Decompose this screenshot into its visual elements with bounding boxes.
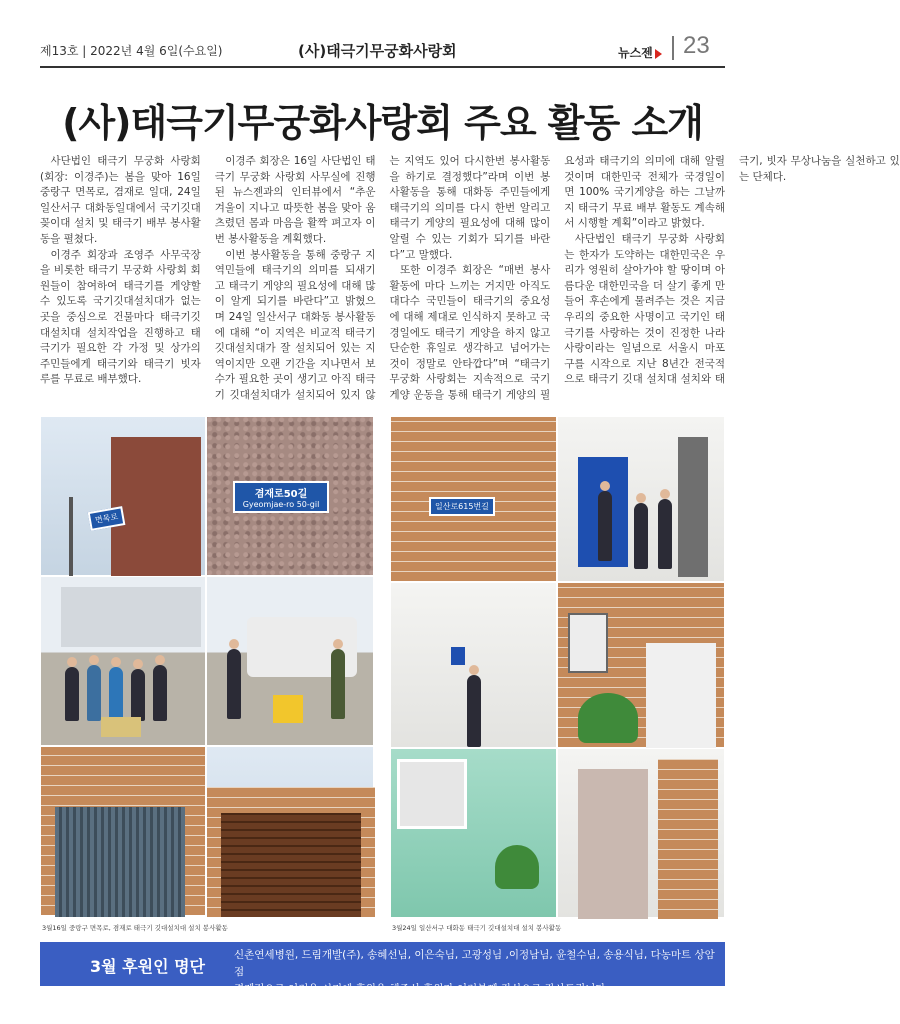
- page-header: [0, 0, 765, 72]
- sponsor-banner: [40, 942, 725, 995]
- page-number: 23: [683, 32, 710, 59]
- brand-name: 뉴스젠: [618, 46, 653, 60]
- article-paragraph: 사단법인 태극기 무궁화 사랑회(회장: 이경주)는 봄을 맞아 16일 중랑구 면목로, 겸재로 일대, 24일 일산서구 대화동일대에서 국기깃대꽂이대 설치 및 태극기 배부 봉사활동을 펼쳤다.: [40, 155, 201, 245]
- address-plate-main: 겸재로50길: [254, 489, 308, 500]
- photo-house-window: [557, 582, 725, 748]
- address-plate-sign: [233, 481, 329, 513]
- sponsor-names: 신촌연세병원, 드림개발(주), 송혜선님, 이은숙님, 고광성님 ,이정남님, 윤철수님, 송용식님, 다농마트 상암점: [234, 949, 715, 978]
- photo-install-bracket: [390, 582, 557, 748]
- photo-collage: [40, 416, 725, 936]
- article-title: (사)태극기무궁화사랑회 주요 활동 소개: [62, 101, 703, 145]
- article-paragraph: 이번 봉사활동을 통해 중랑구 지역민들에 태극기의 의미를 되새기고 태극기 게양의 필요성에 대해 많이 알게 되기를 바란다”고 밝혔으며 24일 일산서구 대화동 봉사활동에 대해 “이 지역은 비교적 태극기깃대설치대가 잘 설치되어 있는 지역이지만 오랜 기간을 지나면서 보수가 필요한 곳이 생기고 아직 태극기 깃대설치대가 설치되어 있지 않는 지역도 있어 다시한번 봉사활동을 하기로 결정했다”라며 이번 봉사활동을 통해 대화동 주민들에게 태극기의 의미를 다시 한번 알리고 태극기 게양의 필요성에 대해 많이 알릴 수 있는 기회가 되기를 바란다”고 말했다.: [214, 155, 551, 401]
- article-paragraph: 이경주 회장과 조영주 사무국장을 비롯한 태극기 무궁화 사랑회 회원들이 참여하여 태극기를 게양할 수 있도록 국기깃대설치대가 없는 곳을 중심으로 건물마다 태극기깃대설치대 설치작업을 진행하고 태극기가 필요한 각 가정 및 상가의 주민들에게 태극기와 태극기 빗자루를 무료로 배부했다.: [40, 248, 201, 386]
- photo-car-trunk: [206, 576, 374, 746]
- issue-info: 제13호 | 2022년 4월 6일(수요일): [40, 44, 223, 58]
- article-body: [40, 154, 900, 406]
- section-org-name: (사)태극기무궁화사랑회: [298, 42, 457, 60]
- photo-caption-left: 3월16일 중랑구 면목로, 겸재로 태극기 깃대설치대 설치 봉사활동: [42, 924, 228, 932]
- article-paragraph: 사단법인 태극기 무궁화 사랑회는 한자가 도약하는 대한민국은 우리가 영원히 살아가야 할 땅이며 아름다운 대한민국을 더 살기 좋게 만들어 후손에게 물려주는 것은 지금 우리의 중요한 사명이고 국기인 태극기를 사랑하는 것이 진정한 나라사랑이라는 일념으로 서울시 마포구를 시작으로 지난 8년간 전국적으로 태극기 깃대 설치대 설치와 태극기, 빗자 무상나눔을 실천하고 있는 단체다.: [564, 155, 900, 386]
- photo-wood-gate: [206, 746, 374, 916]
- sponsor-title: 3월 후원인 명단: [90, 957, 206, 976]
- photo-brick-sign: [390, 416, 557, 582]
- photo-street-sign: [40, 416, 206, 576]
- photo-volunteers-group: [40, 576, 206, 746]
- header-rule: [40, 66, 725, 68]
- article-paragraph: 이경주 회장은 16일 사단법인 태극기 무궁화 사랑회 사무실에 진행된 뉴스젠과의 인터뷰에서 “추운 겨울이 지나고 따뜻한 봄을 맞아 움츠렸던 몸과 마음을 활짝 펴고자 이번 봉사활동을 계획했다.: [214, 155, 376, 245]
- address-plate-sub: Gyeomjae-ro 50-gil: [242, 500, 320, 509]
- brand-logo: [618, 44, 662, 61]
- photo-green-wall: [390, 748, 557, 918]
- street-sign: 면목로: [88, 506, 126, 531]
- photo-address-plate: [206, 416, 374, 576]
- article-paragraph: 또한 이경주 회장은 “매번 봉사활동에 마다 느끼는 거지만 아직도 대다수 국민들이 태극기의 중요성에 대해 제대로 인식하지 못하고 국경일에도 태극기 게양을 하지 않고 단순한 휴일로 생각하고 넘어가는 것이 정말로 안타깝다”며 “태극기 무궁화 사랑회는 지속적으로 국기게양 운동을 통해 태극기 게양의 필요성과 태극기의 의미에 대해 알릴 것이며 대한민국 전체가 국경일이면 100% 국기게양을 하는 그날까지 태극기 무료 배부 활동도 계속해서 시행할 계획”이라고 밝혔다.: [389, 155, 725, 401]
- brick-street-sign: 일산로615번길: [429, 497, 495, 516]
- sponsor-thanks: 경제적으로 어려운 시기에 후원을 해주신 후원자 여러분께 진심으로 감사드립니다.: [234, 983, 609, 995]
- photo-blue-gate: [40, 746, 206, 916]
- photo-panel-jungnang: [40, 416, 374, 936]
- photo-caption-right: 3월24일 일산서구 대화동 태극기 깃대설치대 설치 봉사활동: [392, 924, 562, 932]
- brand-flag-icon: [655, 49, 662, 59]
- header-divider: [672, 36, 674, 60]
- photo-doorway-volunteers: [557, 416, 725, 582]
- photo-panel-daehwa: [390, 416, 725, 936]
- sponsor-list: [234, 947, 720, 998]
- photo-alley: [557, 748, 725, 918]
